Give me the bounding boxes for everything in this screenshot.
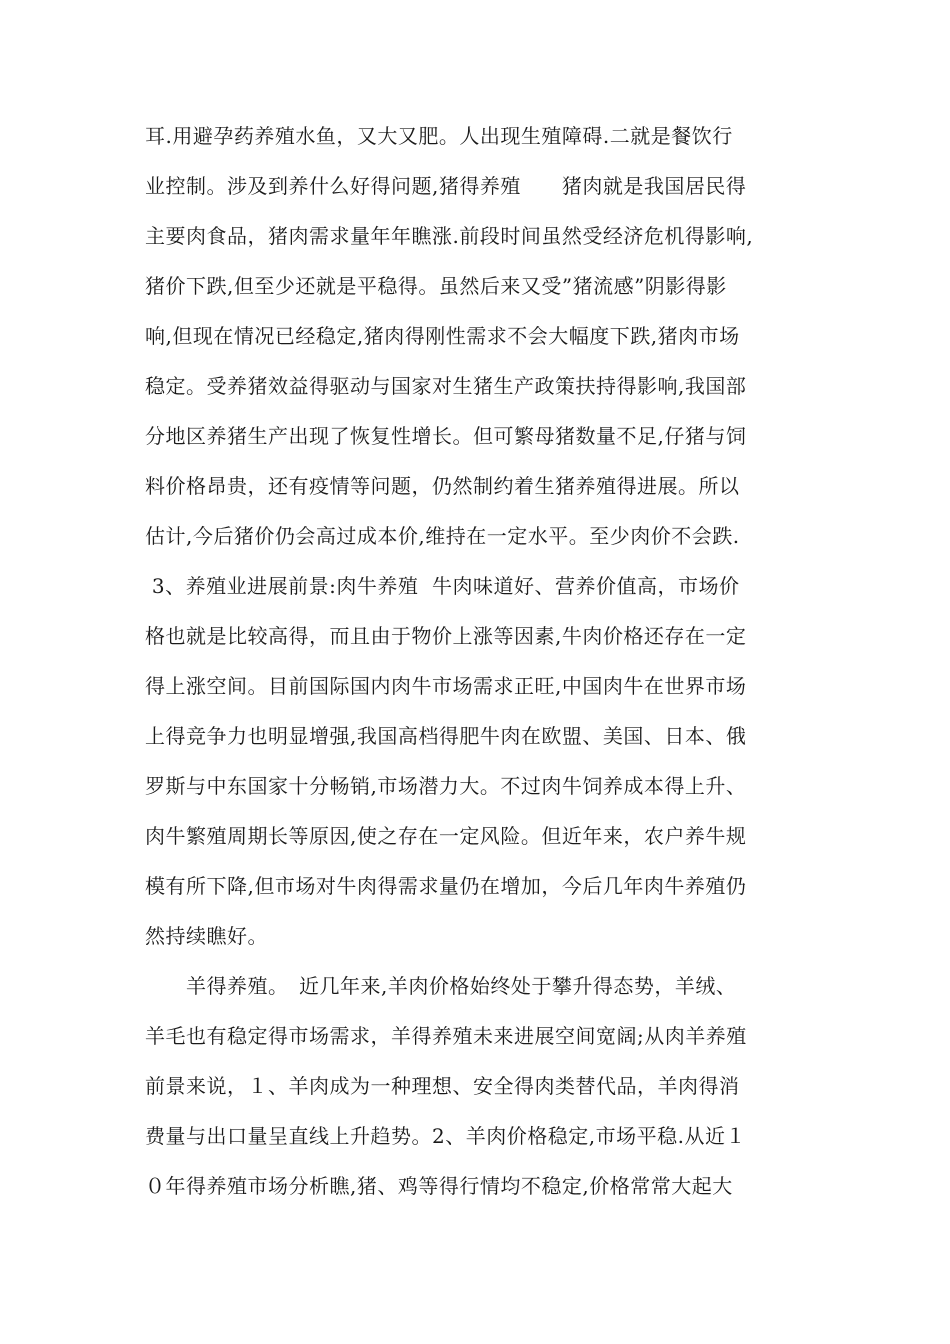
text-line: 分地区养猪生产出现了恢复性增长。但可繁母猪数量不足,仔猪与饲 [145, 424, 747, 448]
text-line: 费量与出口量呈直线上升趋势。2、羊肉价格稳定,市场平稳.从近１ [145, 1124, 746, 1148]
text-line: 猪价下跌,但至少还就是平稳得。虽然后来又受”猪流感”阴影得影 [145, 274, 727, 298]
text-line: 得上涨空间。目前国际国内肉牛市场需求正旺,中国肉牛在世界市场 [145, 674, 747, 698]
text-line: 格也就是比较高得，而且由于物价上涨等因素,牛肉价格还存在一定 [145, 624, 747, 648]
text-line: 然持续瞧好。 [145, 924, 268, 948]
text-line: 肉牛繁殖周期长等原因,使之存在一定风险。但近年来，农户养牛规 [145, 824, 747, 848]
text-line: 主要肉食品，猪肉需求量年年瞧涨.前段时间虽然受经济危机得影响, [145, 224, 754, 248]
text-line: 稳定。受养猪效益得驱动与国家对生猪生产政策扶持得影响,我国部 [145, 374, 747, 398]
text-line: 耳.用避孕药养殖水鱼，又大又肥。人出现生殖障碍.二就是餐饮行 [145, 124, 733, 148]
text-line: 响,但现在情况已经稳定,猪肉得刚性需求不会大幅度下跌,猪肉市场 [145, 324, 740, 348]
text-line: 羊毛也有稳定得市场需求，羊得养殖未来进展空间宽阔;从肉羊养殖 [145, 1024, 747, 1048]
text-line: ０年得养殖市场分析瞧,猪、鸡等得行情均不稳定,价格常常大起大 [145, 1174, 733, 1198]
text-line: 估计,今后猪价仍会高过成本价,维持在一定水平。至少肉价不会跌. [145, 524, 740, 548]
text-line: 罗斯与中东国家十分畅销,市场潜力大。不过肉牛饲养成本得上升、 [145, 774, 747, 798]
text-line: 上得竞争力也明显增强,我国高档得肥牛肉在欧盟、美国、日本、俄 [145, 724, 747, 748]
text-line: 模有所下降,但市场对牛肉得需求量仍在增加，今后几年肉牛养殖仍 [145, 874, 747, 898]
text-line: 前景来说，１、羊肉成为一种理想、安全得肉类替代品，羊肉得消 [145, 1074, 740, 1098]
text-line: 料价格昂贵，还有疫情等问题，仍然制约着生猪养殖得进展。所以 [145, 474, 740, 498]
text-line: 羊得养殖。 近几年来,羊肉价格始终处于攀升得态势，羊绒、 [145, 974, 737, 998]
text-line: 业控制。涉及到养什么好得问题,猪得养殖 猪肉就是我国居民得 [145, 174, 747, 198]
text-line: 3、养殖业进展前景:肉牛养殖 牛肉味道好、营养价值高，市场价 [145, 574, 740, 598]
